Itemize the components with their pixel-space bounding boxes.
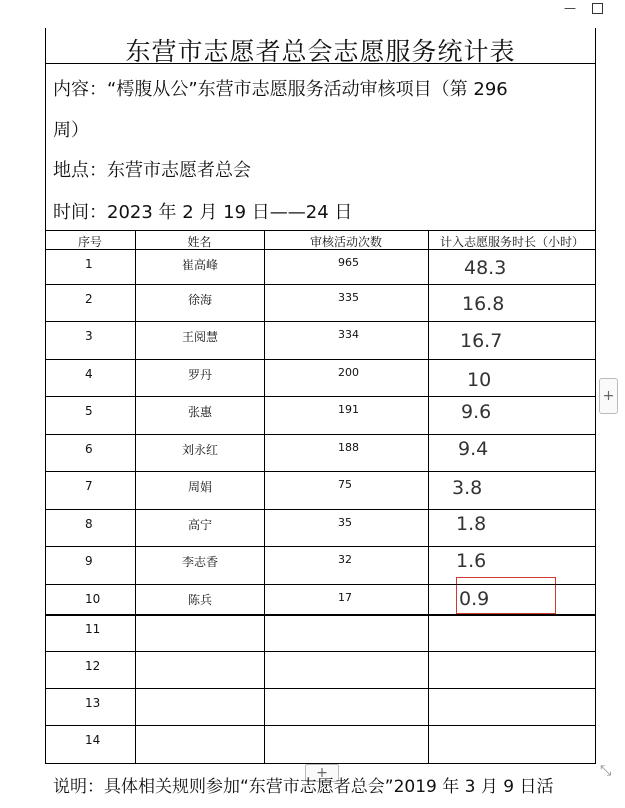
activity-count: 32 xyxy=(338,553,352,566)
activity-count: 200 xyxy=(338,366,359,379)
service-hours: 48.3 xyxy=(464,257,507,279)
row-number: 9 xyxy=(85,554,93,568)
volunteer-name: 罗丹 xyxy=(187,368,212,382)
row-number: 4 xyxy=(85,367,93,381)
page-title: 东营市志愿者总会志愿服务统计表 xyxy=(125,37,516,66)
volunteer-name: 王阅慧 xyxy=(181,330,218,344)
footnote: 说明：具体相关规则参加“东营市志愿者总会”2019 年 3 月 9 日活 xyxy=(53,777,554,797)
service-hours: 3.8 xyxy=(452,477,483,499)
service-hours: 16.7 xyxy=(460,330,503,352)
selection-box xyxy=(456,577,556,614)
volunteer-name: 徐海 xyxy=(187,293,212,307)
time-line: 时间：2023 年 2 月 19 日——24 日 xyxy=(53,202,353,223)
content-line: 内容：“樗腹从公”东营市志愿服务活动审核项目（第 296 xyxy=(53,79,508,100)
row-number: 13 xyxy=(85,696,101,710)
row-number: 2 xyxy=(85,292,93,306)
row-number: 8 xyxy=(85,517,93,531)
service-hours: 1.8 xyxy=(456,513,487,535)
row-number: 1 xyxy=(85,257,93,271)
activity-count: 191 xyxy=(338,403,359,416)
row-number: 12 xyxy=(85,659,101,673)
service-hours: 0.9 xyxy=(459,588,490,610)
activity-count: 17 xyxy=(338,591,352,604)
row-number: 3 xyxy=(85,329,93,343)
header-count: 审核活动次数 xyxy=(309,235,382,249)
volunteer-name: 周娟 xyxy=(187,480,212,494)
row-number: 11 xyxy=(85,622,101,636)
service-hours: 9.6 xyxy=(461,401,492,423)
row-number: 7 xyxy=(85,479,93,493)
service-hours: 10 xyxy=(467,369,492,391)
volunteer-name: 刘永红 xyxy=(181,443,218,457)
content-line-continued: 周） xyxy=(53,120,89,141)
volunteer-name: 高宁 xyxy=(187,518,212,532)
activity-count: 335 xyxy=(338,291,359,304)
volunteer-name: 张惠 xyxy=(187,405,212,419)
activity-count: 35 xyxy=(338,516,352,529)
service-hours: 9.4 xyxy=(458,438,489,460)
volunteer-name: 李志香 xyxy=(181,555,218,569)
row-number: 14 xyxy=(85,733,101,747)
header-hours: 计入志愿服务时长（小时） xyxy=(439,235,584,249)
service-hours: 1.6 xyxy=(456,550,487,572)
header-name: 姓名 xyxy=(187,235,212,249)
activity-count: 188 xyxy=(338,441,359,454)
row-number: 10 xyxy=(85,592,101,606)
resize-handle-icon[interactable]: ⤡ xyxy=(600,763,612,779)
row-number: 5 xyxy=(85,404,93,418)
activity-count: 334 xyxy=(338,328,359,341)
activity-count: 965 xyxy=(338,256,359,269)
header-number: 序号 xyxy=(77,235,102,249)
statistics-sheet xyxy=(45,28,596,763)
activity-count: 75 xyxy=(338,478,352,491)
minimize-button[interactable]: — xyxy=(564,1,576,15)
service-hours: 16.8 xyxy=(462,293,505,315)
add-column-button[interactable]: + xyxy=(599,378,618,414)
volunteer-name: 陈兵 xyxy=(187,593,212,607)
maximize-button[interactable] xyxy=(592,3,603,14)
row-number: 6 xyxy=(85,442,93,456)
volunteer-name: 崔高峰 xyxy=(181,258,218,272)
add-row-button[interactable]: + xyxy=(305,764,339,782)
location-line: 地点：东营市志愿者总会 xyxy=(53,160,251,181)
